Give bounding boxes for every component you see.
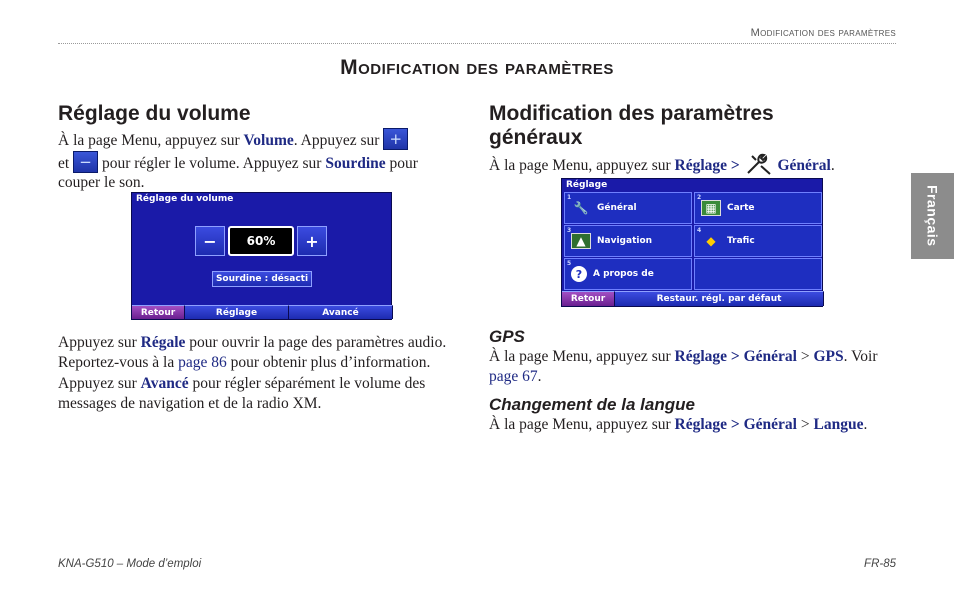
- advanced-button[interactable]: Avancé: [289, 305, 393, 319]
- footer-left: KNA-G510 – Mode d’emploi: [58, 558, 202, 570]
- keyword-sourdine: Sourdine: [325, 154, 386, 172]
- text: .: [537, 367, 542, 385]
- keyword-reglage: Réglage >: [674, 157, 740, 174]
- text: pour ouvrir la page des paramètres audio. Reportez-vous à la: [58, 334, 447, 371]
- minus-icon: −: [79, 152, 92, 171]
- map-icon: ▦: [701, 200, 721, 216]
- text: pour régler le volume. Appuyez sur: [98, 154, 326, 172]
- text: Appuyez sur: [58, 334, 141, 351]
- text: . Voir: [843, 348, 878, 365]
- tile-label: A propos de: [593, 269, 654, 279]
- section-heading-volume: Réglage du volume: [58, 102, 251, 125]
- subheading-gps: GPS: [489, 327, 525, 346]
- minus-button-icon: [73, 151, 98, 173]
- paragraph-gps: [489, 347, 899, 386]
- volume-screen: [131, 192, 392, 320]
- tile-label: Général: [597, 203, 637, 213]
- wrench-icon: 🔧: [573, 201, 589, 215]
- text: À la page Menu, appuyez sur: [489, 157, 675, 174]
- keyword-gps: GPS: [813, 348, 844, 365]
- keyword-reglage-general: Réglage > Général: [674, 416, 797, 433]
- back-button[interactable]: Retour: [562, 291, 615, 306]
- keyword-general: Général: [777, 157, 831, 174]
- header-rule: [58, 43, 896, 44]
- minus-icon: −: [203, 231, 217, 251]
- volume-level: 60%: [228, 226, 294, 256]
- keyword-avance: Avancé: [140, 375, 189, 392]
- right-column-lower: [489, 327, 899, 435]
- text: À la page Menu, appuyez sur: [489, 348, 675, 365]
- plus-button-icon: [383, 128, 408, 150]
- warning-icon: ◆: [706, 234, 716, 248]
- plus-icon: +: [389, 130, 403, 148]
- language-tab[interactable]: Français: [911, 173, 954, 259]
- running-header: Modification des paramètres: [750, 27, 896, 39]
- tile-traffic[interactable]: [694, 225, 822, 257]
- text: >: [796, 416, 814, 433]
- paragraph-language: [489, 415, 899, 435]
- wrench-icon: [744, 152, 774, 176]
- screen-title: Réglage: [566, 180, 608, 190]
- left-column-lower: [58, 333, 450, 413]
- tile-label: Navigation: [597, 236, 653, 246]
- footer-page-number: FR-85: [864, 558, 896, 570]
- text: Appuyez sur: [58, 375, 141, 392]
- question-icon: ?: [571, 266, 587, 282]
- paragraph-volume-intro: [58, 128, 443, 193]
- tile-map[interactable]: [694, 192, 822, 224]
- setup-screen: [561, 178, 823, 307]
- tile-empty: [694, 258, 822, 290]
- text: pour obtenir plus d’information.: [226, 353, 431, 371]
- text: pour régler séparément le volume des messages de navigation et de la radio XM.: [58, 375, 426, 412]
- setup-button[interactable]: Réglage: [185, 305, 289, 319]
- tile-number: 5: [567, 260, 572, 267]
- text: À la page Menu, appuyez sur: [58, 132, 244, 149]
- text: .: [830, 157, 835, 174]
- keyword-volume: Volume: [243, 132, 294, 149]
- left-column: [58, 102, 450, 193]
- plus-icon: +: [305, 231, 319, 251]
- tile-general[interactable]: [564, 192, 692, 224]
- keyword-reglage-general: Réglage > Général: [674, 348, 797, 365]
- mute-button[interactable]: Sourdine : désacti: [212, 271, 312, 287]
- text: >: [796, 348, 814, 365]
- text: pour couper le son.: [58, 154, 418, 191]
- keyword-langue: Langue: [813, 416, 864, 433]
- tile-label: Trafic: [727, 236, 755, 246]
- tile-number: 4: [697, 227, 702, 234]
- keyword-regale: Régale: [140, 334, 186, 351]
- tile-label: Carte: [727, 203, 755, 213]
- road-icon: ▲: [571, 233, 591, 249]
- text: À la page Menu, appuyez sur: [489, 416, 675, 433]
- chapter-title: Modification des paramètres: [340, 56, 614, 79]
- paragraph-general-intro: [489, 152, 899, 176]
- volume-minus-button[interactable]: [195, 226, 225, 256]
- paragraph-advanced: [58, 374, 450, 413]
- restore-defaults-button[interactable]: Restaur. régl. par défaut: [615, 291, 824, 306]
- back-button[interactable]: Retour: [132, 305, 185, 319]
- section-heading-general: Modification des paramètres généraux: [489, 102, 774, 149]
- right-column: [489, 102, 899, 176]
- screen-title: Réglage du volume: [136, 194, 234, 204]
- text: .: [863, 416, 868, 433]
- subheading-language: Changement de la langue: [489, 395, 695, 414]
- page-link-86[interactable]: page 86: [178, 353, 227, 371]
- page-link-67[interactable]: page 67: [489, 367, 538, 385]
- paragraph-audio: [58, 333, 450, 372]
- volume-plus-button[interactable]: [297, 226, 327, 256]
- text: et: [58, 154, 74, 172]
- tile-number: 1: [567, 194, 572, 201]
- tile-number: 2: [697, 194, 702, 201]
- tile-number: 3: [567, 227, 572, 234]
- tile-about[interactable]: [564, 258, 692, 290]
- tile-navigation[interactable]: [564, 225, 692, 257]
- text: . Appuyez sur: [293, 132, 384, 149]
